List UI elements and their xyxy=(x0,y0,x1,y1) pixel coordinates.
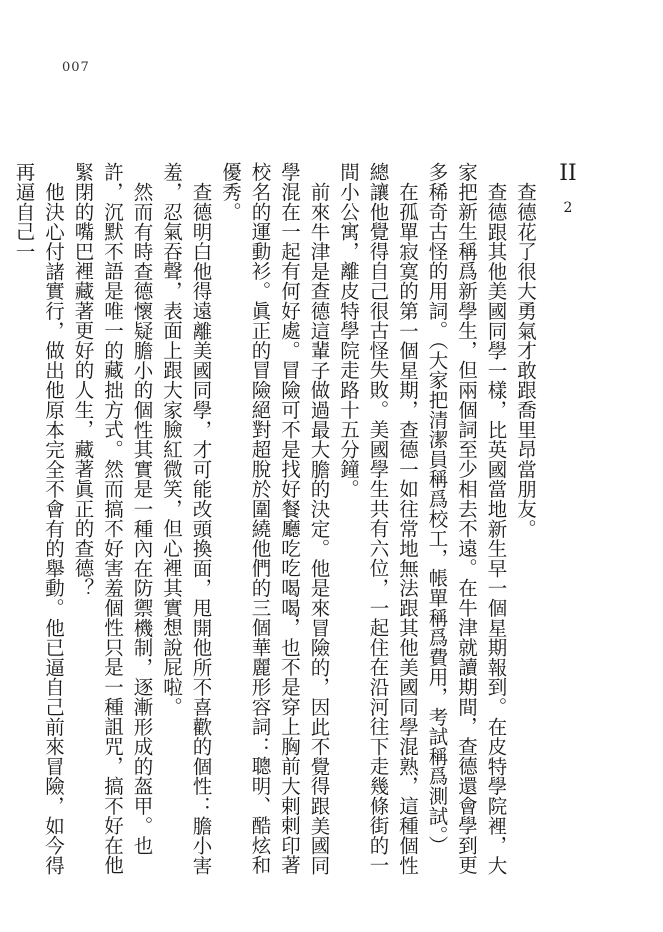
paragraph: 在孤單寂寞的第一個星期，查德一如往常地無法跟其他美國同學混熟，這種個性總讓他覺得自己很古怪失敗。美國學生共有六位，一起住在沿河往下走幾條街的一間小公寓，離皮特學院走路十五分鐘。 xyxy=(337,162,419,875)
paragraph: 查德跟其他美國同學一樣，比英國當地新生早一個星期報到。在皮特學院裡，大家把新生稱爲新學生，但兩個詞至少相去不遠。在牛津就讀期間，查德還會學到更多稀奇古怪的用詞。（大家把清潔員稱爲校工，帳單稱爲費用，考試稱爲測試。） xyxy=(425,162,508,875)
vertical-text-body xyxy=(12,162,540,882)
chapter-roman-numeral: II xyxy=(559,161,577,186)
paragraph: 他決心付諸實行，做出他原本完全不會有的舉動。他已逼自己前來冒險，如今得再逼自己一 xyxy=(12,162,65,875)
paragraph: 查德明白他得遠離美國同學，才可能改頭換面，甩開他所不喜歡的個性：膽小害羞，忍氣吞聲，表面上跟大家臉紅微笑，但心裡其實想說屁啦。 xyxy=(160,162,213,875)
paragraph: 然而有時查德懷疑膽小的個性其實是一種內在防禦機制，逐漸形成的盔甲。也許，沉默不語是唯一的藏拙方式。然而搞不好害羞個性只是一種詛咒，搞不好在他緊閉的嘴巴裡藏著更好的人生，藏著眞正的查德？ xyxy=(71,162,154,875)
section-number: 2 xyxy=(563,200,573,216)
paragraph: 查德花了很大勇氣才敢跟喬里昂當朋友。 xyxy=(514,181,537,538)
paragraph: 前來牛津是查德這輩子做過最大膽的決定。他是來冒險的，因此不覺得跟美國同學混在一起有何好處。冒險可不是找好餐廳吃吃喝喝，也不是穿上胸前大剌剌印著校名的運動衫。眞正的冒險絕對超脫於圍繞他們的三個華麗形容詞：聰明、酷炫和優秀。 xyxy=(219,162,331,875)
page-number: 007 xyxy=(62,60,90,75)
chapter-heading xyxy=(553,162,583,216)
